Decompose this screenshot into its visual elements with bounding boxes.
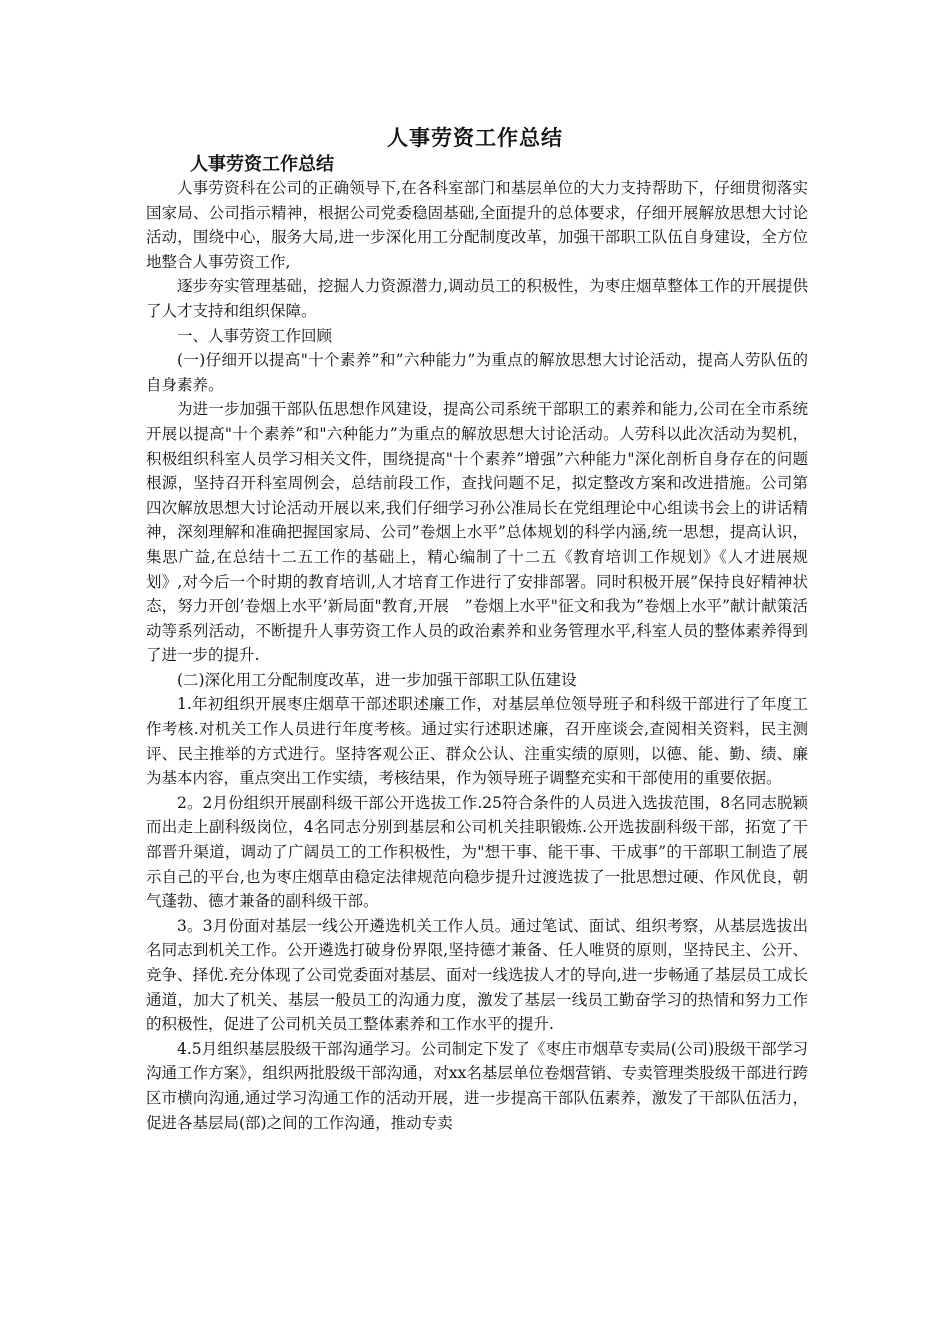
- paragraph-item-2: 2。2月份组织开展副科级干部公开选拔工作.25符合条件的人员进入选拔范围，8名同志脱颖而出走上副科级岗位，4名同志分别到基层和公司机关挂职锻炼.公开选拔副科级干部，拓宽了干部晋升渠道，调动了广阔员工的工作积极性，为"想干事、能干事、干成事”的干部职工制造了展示自己的平台,也为枣庄烟草由稳定法律规范向稳步提升过渡选拔了一批思想过硬、作风优良，朝气蓬勃、德才兼备的副科级干部。: [146, 793, 808, 911]
- document-title: 人事劳资工作总结: [387, 126, 563, 150]
- subsection-heading-2: (二)深化用工分配制度改革，进一步加强干部职工队伍建设: [177, 670, 577, 689]
- section-heading-review: 一、人事劳资工作回顾: [177, 326, 333, 345]
- subsection-heading-1: (一)仔细开以提高"十个素养”和”六种能力”为重点的解放思想大讨论活动，提高人劳队伍的自身素养。: [146, 351, 808, 394]
- paragraph-foundation: 逐步夯实管理基础，挖掘人力资源潜力,调动员工的积极性，为枣庄烟草整体工作的开展提供了人才支持和组织保障。: [146, 277, 808, 320]
- paragraph-item-3: 3。3月份面对基层一线公开遴选机关工作人员。通过笔试、面试、组织考察，从基层选拔出名同志到机关工作。公开遴选打破身份界限,坚持德才兼备、任人唯贤的原则，坚持民主、公开、竞争、择优.充分体现了公司党委面对基层、面对一线选拔人才的导向,进一步畅通了基层员工成长通道，加大了机关、基层一般员工的沟通力度，激发了基层一线员工勤奋学习的热情和努力工作的积极性，促进了公司机关员工整体素养和工作水平的提升.: [146, 916, 808, 1034]
- document-body: [146, 176, 808, 1135]
- paragraph-item-1: 1.年初组织开展枣庄烟草干部述职述廉工作，对基层单位领导班子和科级干部进行了年度工作考核.对机关工作人员进行年度考核。通过实行述职述廉，召开座谈会,查阅相关资料，民主测评、民主推举的方式进行。坚持客观公正、群众公认、注重实绩的原则，以德、能、勤、绩、廉为基本内容，重点突出工作实绩，考核结果，作为领导班子调整充实和干部使用的重要依据。: [146, 695, 808, 788]
- paragraph-item-4: 4.5月组织基层股级干部沟通学习。公司制定下发了《枣庄市烟草专卖局(公司)股级干部学习沟通工作方案》，组织两批股级干部沟通，对xx名基层单位卷烟营销、专卖管理类股级干部进行跨区市横向沟通,通过学习沟通工作的活动开展，进一步提高干部队伍素养，激发了干部队伍活力，促进各基层局(部)之间的工作沟通，推动专卖: [146, 1039, 808, 1132]
- paragraph-discussion: 为进一步加强干部队伍思想作风建设，提高公司系统干部职工的素养和能力,公司在全市系统开展以提高"十个素养”和"六种能力”为重点的解放思想大讨论活动。人劳科以此次活动为契机，积极组织科室人员学习相关文件，围绕提高"十个素养”增强”六种能力"深化剖析自身存在的问题根源，坚持召开科室周例会，总结前段工作，查找问题不足，拟定整改方案和改进措施。公司第四次解放思想大讨论活动开展以来,我们仔细学习孙公准局长在党组理论中心组读书会上的讲话精神，深刻理解和准确把握国家局、公司”卷烟上水平”总体规划的科学内涵,统一思想，提高认识，集思广益,在总结十二五工作的基础上，精心编制了十二五《教育培训工作规划》《人才进展规划》,对今后一个时期的教育培训,人才培育工作进行了安排部署。同时积极开展”保持良好精神状态，努力开创’卷烟上水平’新局面"教育,开展 ”卷烟上水平"征文和我为”卷烟上水平”献计献策活动等系列活动，不断提升人事劳资工作人员的政治素养和业务管理水平,科室人员的整体素养得到了进一步的提升.: [146, 400, 808, 665]
- paragraph-intro: 人事劳资科在公司的正确领导下,在各科室部门和基层单位的大力支持帮助下，仔细贯彻落实国家局、公司指示精神，根据公司党委稳固基础,全面提升的总体要求，仔细开展解放思想大讨论活动，围绕中心，服务大局,进一步深化用工分配制度改革，加强干部职工队伍自身建设，全方位地整合人事劳资工作,: [146, 179, 808, 271]
- document-subtitle: 人事劳资工作总结: [190, 154, 334, 175]
